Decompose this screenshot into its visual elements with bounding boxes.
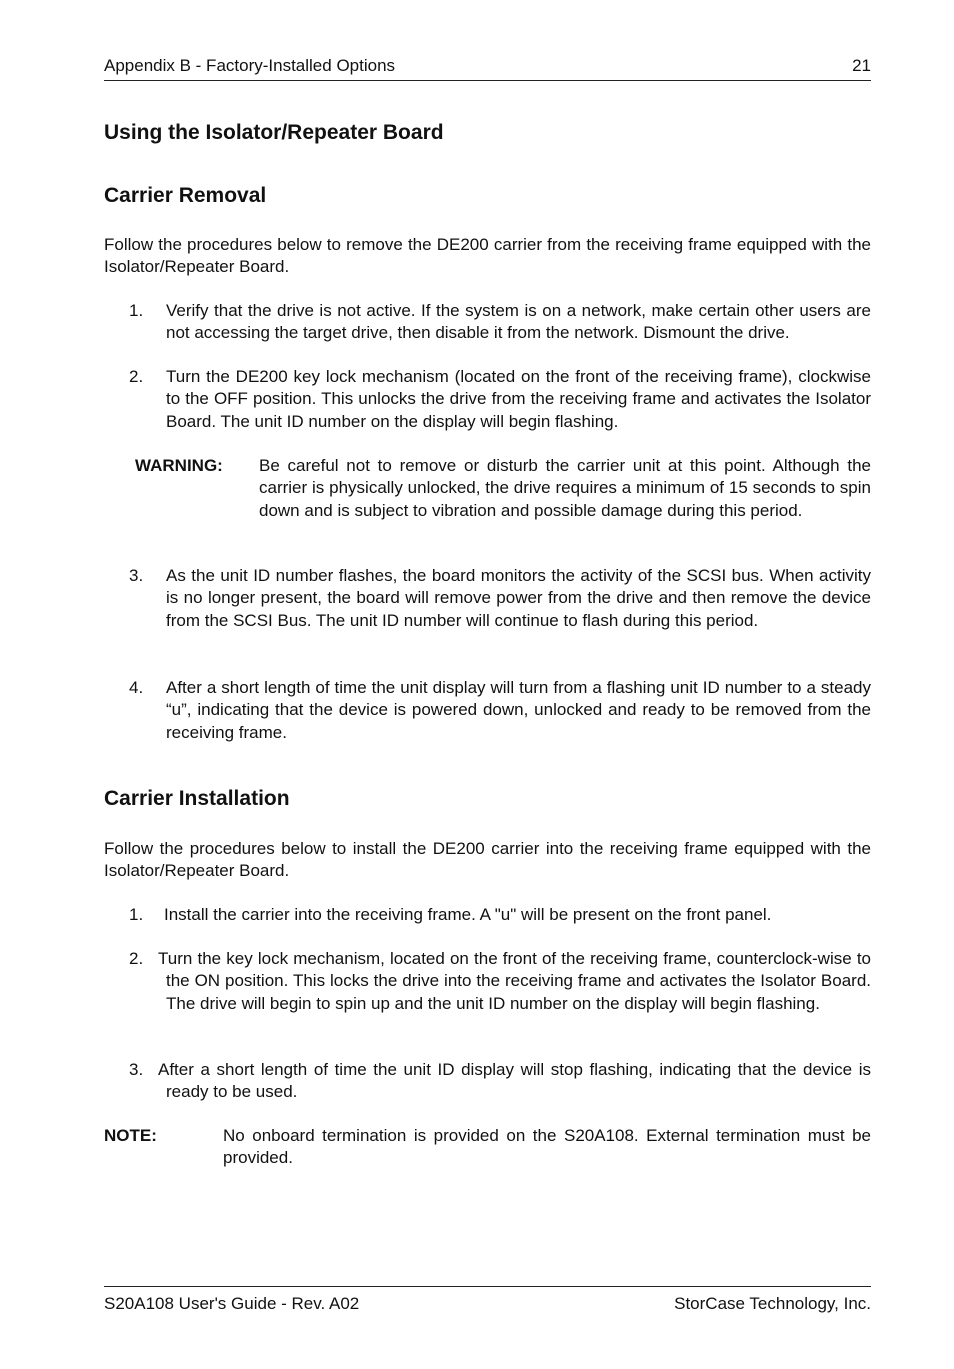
section-title: Using the Isolator/Repeater Board	[104, 121, 444, 144]
note-text: No onboard termination is provided on the S20A108. External termination must be provided.	[223, 1126, 871, 1168]
footer-company-name: StorCase Technology, Inc.	[674, 1294, 871, 1313]
removal-step-1	[104, 300, 871, 345]
installation-intro: Follow the procedures below to install the DE200 carrier into the receiving frame equipped with the Isolator/Repeater Board.	[104, 839, 871, 881]
step-number: 3.	[129, 1060, 144, 1079]
step-number: 2.	[129, 949, 144, 968]
removal-step-3	[104, 565, 871, 632]
step-text: After a short length of time the unit display will turn from a flashing unit ID number to a steady “u”, indicating that the device is powered down, unlocked and ready to be removed from the receiving frame.	[166, 678, 871, 742]
step-text: Turn the DE200 key lock mechanism (located on the front of the receiving frame), clockwise to the OFF position. This unlocks the drive from the receiving frame and activates the Isolator Board. The unit ID number on the display will begin flashing.	[166, 367, 871, 431]
carrier-installation-heading: Carrier Installation	[104, 787, 290, 810]
step-number: 1.	[129, 301, 144, 320]
header-chapter-title: Appendix B - Factory-Installed Options	[104, 56, 396, 75]
removal-step-2	[104, 366, 871, 433]
warning-label: WARNING:	[135, 456, 223, 475]
note-label: NOTE:	[104, 1126, 157, 1145]
installation-step-1	[104, 904, 871, 926]
note-block	[104, 1125, 871, 1170]
removal-step-4	[104, 677, 871, 744]
running-footer	[104, 1286, 871, 1318]
carrier-removal-heading: Carrier Removal	[104, 184, 267, 207]
step-number: 3.	[129, 566, 144, 585]
document-page	[104, 0, 871, 1369]
installation-step-2	[104, 948, 871, 1015]
step-number: 1.	[129, 905, 144, 924]
step-number: 4.	[129, 678, 144, 697]
installation-step-3	[104, 1059, 871, 1104]
page-number: 21	[852, 56, 871, 75]
removal-intro: Follow the procedures below to remove the DE200 carrier from the receiving frame equipped with the Isolator/Repeater Board.	[104, 235, 871, 277]
warning-text: Be careful not to remove or disturb the carrier unit at this point. Although the carrier is physically unlocked, the drive requires a minimum of 15 seconds to spin down and is subject to vibration and possible damage during this period.	[259, 456, 871, 520]
running-header	[104, 56, 871, 81]
step-text: As the unit ID number flashes, the board monitors the activity of the SCSI bus. When activity is no longer present, the board will remove power from the drive and then remove the device from the SCSI Bus. The unit ID number will continue to flash during this period.	[166, 566, 871, 630]
step-text: Turn the key lock mechanism, located on the front of the receiving frame, counterclock-wise to the ON position. This locks the drive into the receiving frame and activates the Isolator Board. The drive will begin to spin up and the unit ID number on the display will begin flashing.	[158, 949, 871, 1013]
step-text: Install the carrier into the receiving frame. A "u" will be present on the front panel.	[164, 905, 772, 924]
footer-document-title: S20A108 User's Guide - Rev. A02	[104, 1294, 360, 1313]
step-text: Verify that the drive is not active. If the system is on a network, make certain other users are not accessing the target drive, then disable it from the network. Dismount the drive.	[166, 301, 871, 343]
step-number: 2.	[129, 367, 144, 386]
warning-block	[104, 455, 871, 522]
step-text: After a short length of time the unit ID display will stop flashing, indicating that the device is ready to be used.	[158, 1060, 871, 1102]
